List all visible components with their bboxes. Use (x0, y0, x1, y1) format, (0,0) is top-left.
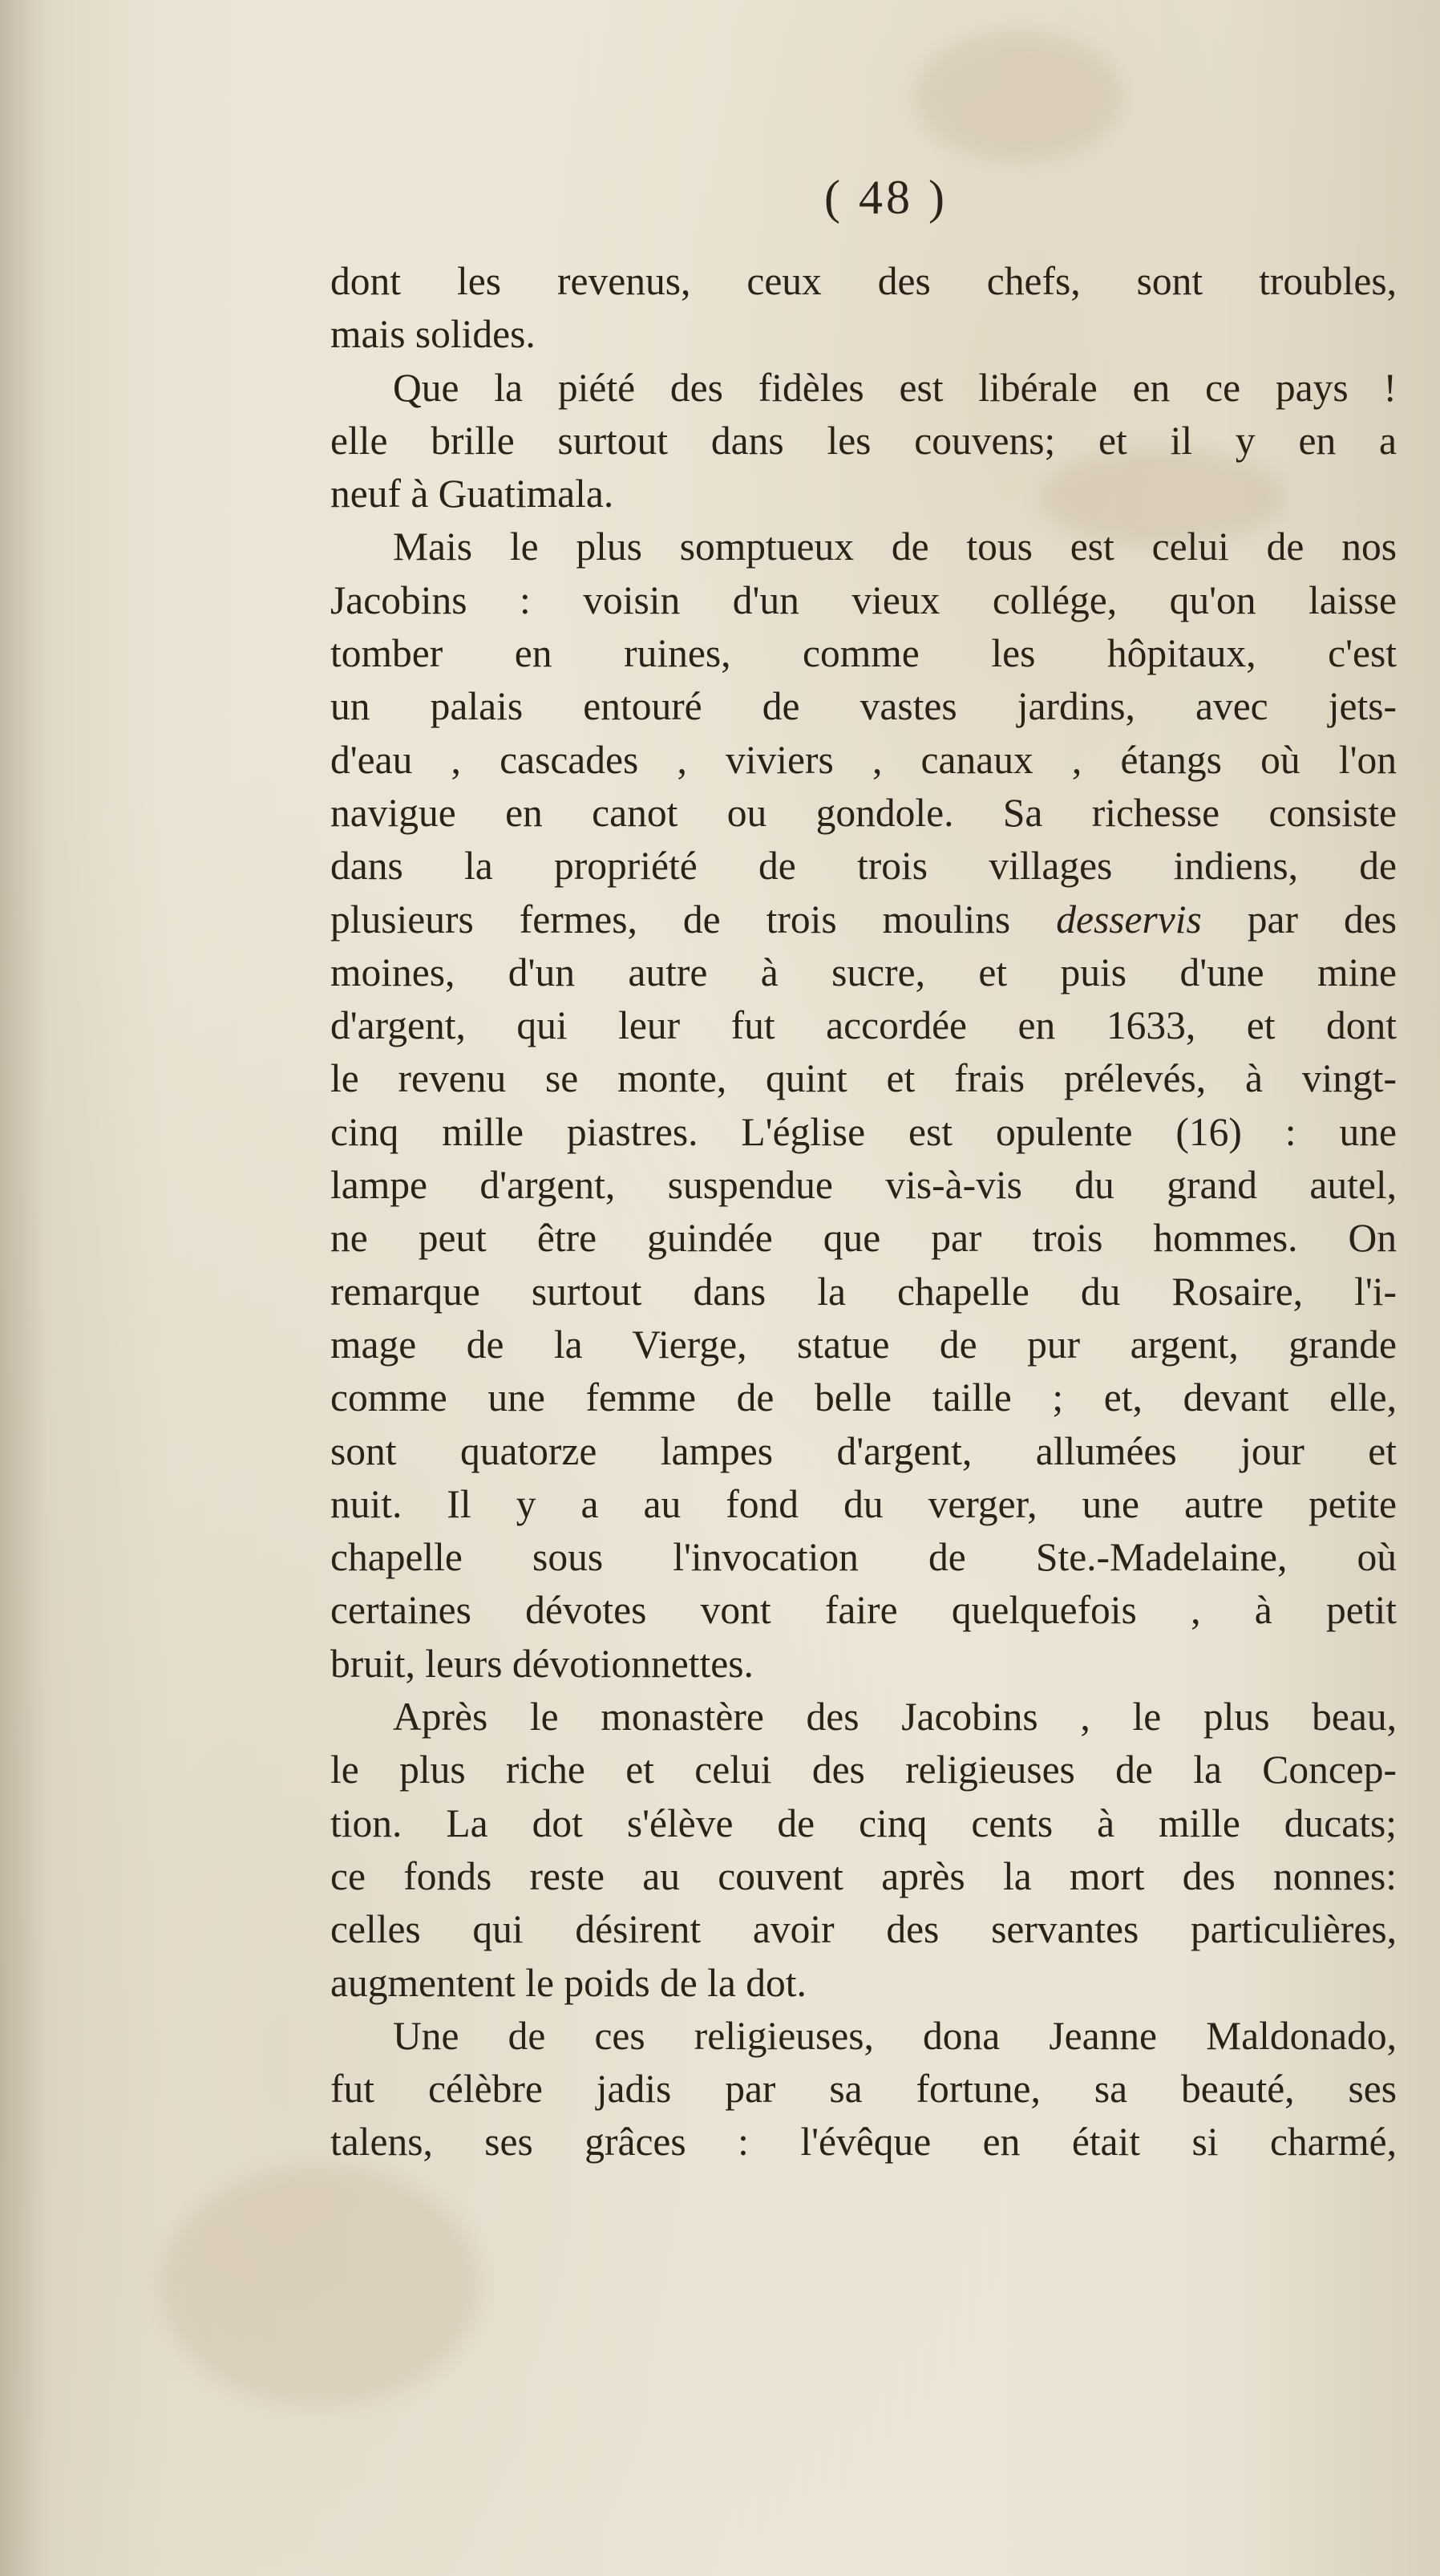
text-line: cinq mille piastres. L'église est opulente (16) : une (330, 1109, 1397, 1154)
text-line: bruit, leurs dévotionnettes. (330, 1641, 754, 1686)
text-line: ce fonds reste au couvent après la mort des nonnes: (330, 1853, 1397, 1898)
text-line: Jacobins : voisin d'un vieux collége, qu'on laisse (330, 577, 1397, 622)
text-line: le plus riche et celui des religieuses de la Concep- (330, 1748, 1397, 1792)
page-number: ( 48 ) (824, 171, 948, 224)
text-line: neuf à Guatimala. (330, 472, 614, 516)
text-line: Que la piété des fidèles est libérale en ce pays ! (393, 365, 1397, 410)
text-line: nuit. Il y a au fond du verger, une autre petite (330, 1481, 1397, 1526)
text-line: remarque surtout dans la chapelle du Rosaire, l'i- (330, 1269, 1397, 1314)
italic-word: desservis (1056, 897, 1202, 942)
text-line: le revenu se monte, quint et frais prélevés, à vingt- (330, 1056, 1397, 1101)
text-segment: par des (1201, 897, 1397, 942)
text-line: dans la propriété de trois villages indiens, de (330, 844, 1397, 889)
text-segment: plusieurs fermes, de trois moulins (330, 897, 1057, 942)
text-line: Une de ces religieuses, dona Jeanne Maldonado, (393, 2013, 1397, 2058)
text-line: comme une femme de belle taille ; et, devant elle, (330, 1375, 1397, 1420)
text-line: navigue en canot ou gondole. Sa richesse consiste (330, 790, 1397, 835)
text-line: Mais le plus somptueux de tous est celui de nos (393, 525, 1397, 569)
text-line: tion. La dot s'élève de cinq cents à mille ducats; (330, 1800, 1397, 1845)
text-line: Après le monastère des Jacobins , le plus beau, (393, 1695, 1397, 1740)
text-line: d'argent, qui leur fut accordée en 1633, et dont (330, 1003, 1397, 1048)
text-line: talens, ses grâces : l'évêque en était si charmé, (330, 2120, 1397, 2165)
text-line: chapelle sous l'invocation de Ste.-Madelaine, où (330, 1535, 1397, 1580)
text-line: fut célèbre jadis par sa fortune, sa beauté, ses (330, 2067, 1397, 2112)
paper-stain (160, 2165, 481, 2406)
text-line: sont quatorze lampes d'argent, allumées jour et (330, 1428, 1397, 1473)
text-line: augmentent le poids de la dot. (330, 1960, 807, 2005)
text-line: tomber en ruines, comme les hôpitaux, c'est (330, 631, 1397, 676)
text-line: moines, d'un autre à sucre, et puis d'une mine (330, 950, 1397, 994)
text-line: mais solides. (330, 312, 536, 357)
text-line: elle brille surtout dans les couvens; et il y en a (330, 418, 1397, 463)
text-line: celles qui désirent avoir des servantes particulières, (330, 1907, 1397, 1952)
text-line: lampe d'argent, suspendue vis-à-vis du grand autel, (330, 1163, 1397, 1208)
text-line: certaines dévotes vont faire quelquefois , à petit (330, 1588, 1397, 1633)
text-line: mage de la Vierge, statue de pur argent, grande (330, 1322, 1397, 1367)
text-line: un palais entouré de vastes jardins, avec jets- (330, 684, 1397, 729)
body-text (330, 255, 1397, 2169)
text-line: dont les revenus, ceux des chefs, sont troubles, (330, 259, 1397, 303)
text-line (330, 893, 1397, 946)
text-line: ne peut être guindée que par trois hommes. On (330, 1216, 1397, 1261)
page-spine-shadow (0, 0, 48, 2576)
text-line: d'eau , cascades , viviers , canaux , étangs où l'on (330, 737, 1397, 782)
paper-stain (914, 32, 1122, 160)
